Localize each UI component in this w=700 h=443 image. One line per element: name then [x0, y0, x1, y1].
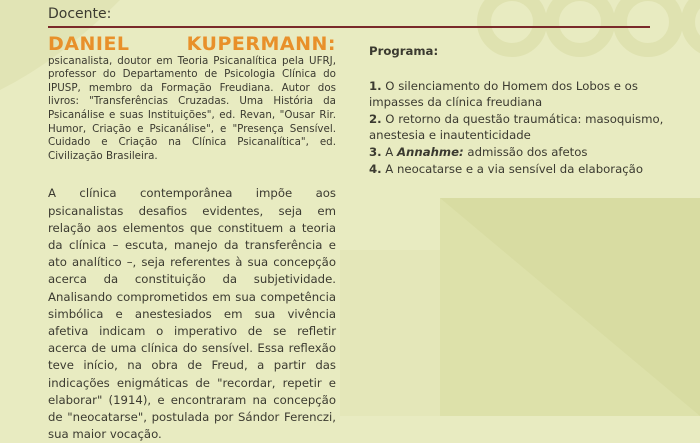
item-number: 3.	[369, 144, 382, 159]
item-text-after: admissão dos afetos	[463, 144, 588, 159]
item-text: O retorno da questão traumática: masoquismo, anestesia e inautenticidade	[369, 111, 664, 143]
docente-label: Docente:	[48, 6, 112, 22]
programa-heading: Programa:	[369, 44, 439, 58]
item-number: 2.	[369, 111, 382, 126]
programa-item	[369, 161, 669, 178]
item-number: 1.	[369, 78, 382, 93]
item-text: A neocatarse e a via sensível da elaboração	[381, 161, 643, 176]
programa-item	[369, 78, 669, 111]
teacher-name: DANIEL KUPERMANN:	[48, 33, 336, 55]
item-emphasis: Annahme:	[397, 144, 464, 159]
item-number: 4.	[369, 161, 382, 176]
item-text-before: A	[381, 144, 398, 159]
programa-list	[369, 78, 669, 178]
item-text: O silenciamento do Homem dos Lobos e os impasses da clínica freudiana	[369, 78, 638, 110]
header-rule	[48, 26, 650, 28]
programa-item	[369, 144, 669, 161]
bio-text: psicanalista, doutor em Teoria Psicanalítica pela UFRJ, professor do Departamento de Psicologia Clínica do IPUSP, membro da Formação Freudiana. Autor dos livros: "Transferências Cruzadas. Uma História da Psicanálise e suas Instituições", ed. Revan, "Ousar Rir. Humor, Criação e Psicanálise", e "Presença Sensível. Cuidado e Criação na Clínica Psicanalítica", ed. Civilização Brasileira.	[48, 54, 336, 162]
description-paragraph: A clínica contemporânea impõe aos psicanalistas desafios evidentes, seja em relação aos elementos que constituem a teoria da clínica – escuta, manejo da transferência e ato analítico –, seja referentes à sua concepção acerca da constituição da subjetividade. Analisando comprometidos em sua competência simbólica e anestesiados em sua vivência afetiva indicam o imperativo de se refletir acerca de uma clínica do sensível. Essa reflexão teve início, na obra de Freud, a partir das indicações enigmáticas de "recordar, repetir e elaborar" (1914), e encontraram na concepção de "neocatarse", postulada por Sándor Ferenczi, sua maior vocação.	[48, 186, 336, 442]
bio-paragraph	[48, 33, 336, 163]
left-column	[48, 33, 336, 443]
programa-section	[369, 43, 669, 177]
programa-item	[369, 111, 669, 144]
